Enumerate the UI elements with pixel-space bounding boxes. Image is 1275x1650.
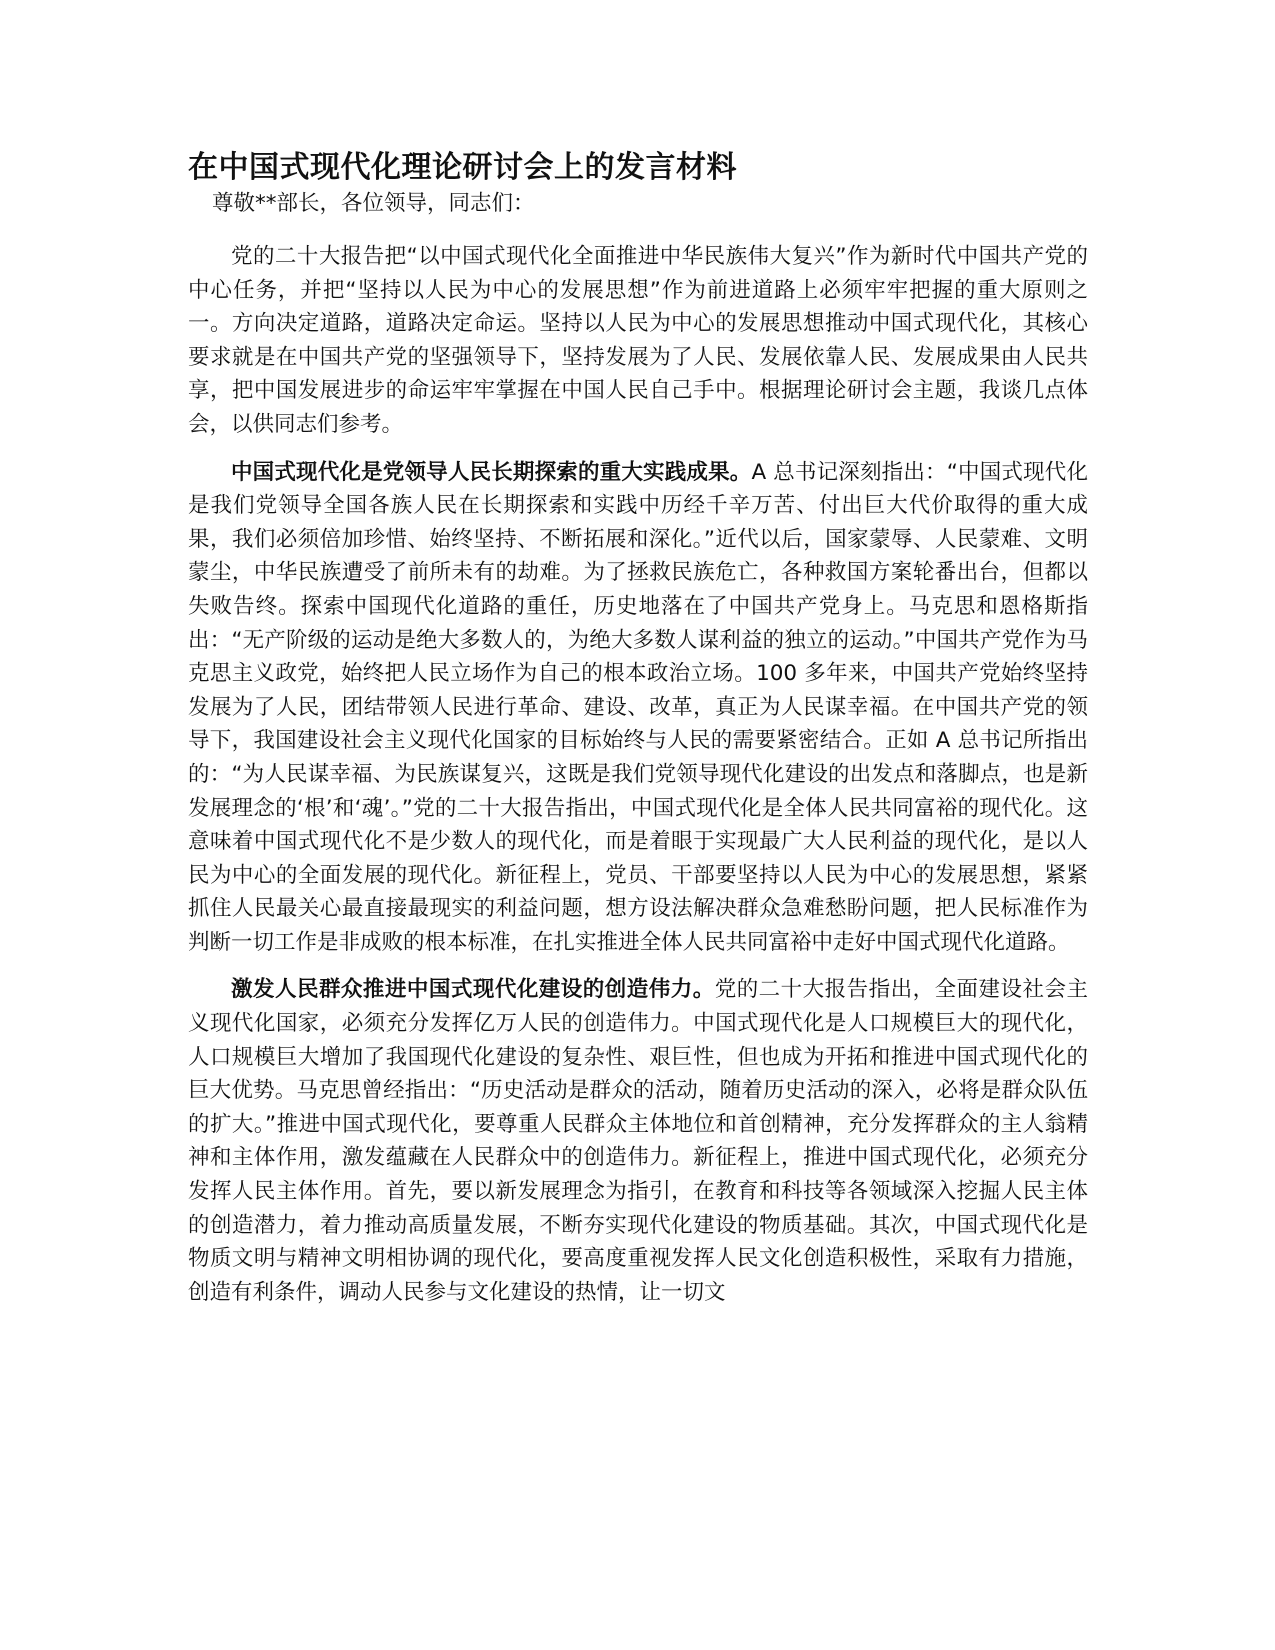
paragraph-text: 党的二十大报告指出，全面建设社会主义现代化国家，必须充分发挥亿万人民的创造伟力。中国式现代化是人口规模巨大的现代化，人口规模巨大增加了我国现代化建设的复杂性、艰巨性，但也成为开拓和推进中国式现代化的巨大优势。马克思曾经指出：“历史活动是群众的活动，随着历史活动的深入，必将是群众队伍的扩大。”推进中国式现代化，要尊重人民群众主体地位和首创精神，充分发挥群众的主人翁精神和主体作用，激发蕴藏在人民群众中的创造伟力。新征程上，推进中国式现代化，必须充分发挥人民主体作用。首先，要以新发展理念为指引，在教育和科技等各领域深入挖掘人民主体的创造潜力，着力推动高质量发展，不断夯实现代化建设的物质基础。其次，中国式现代化是物质文明与精神文明相协调的现代化，要高度重视发挥人民文化创造积极性，采取有力措施，创造有利条件，调动人民参与文化建设的热情，让一切文 — [188, 977, 1088, 1305]
paragraph-intro — [188, 240, 1088, 442]
document-page — [188, 148, 1088, 1323]
paragraph-lead: 激发人民群众推进中国式现代化建设的创造伟力。 — [231, 977, 715, 1003]
paragraph-practice — [188, 456, 1088, 960]
page-title: 在中国式现代化理论研讨会上的发言材料 — [188, 150, 737, 185]
paragraph-lead: 中国式现代化是党领导人民长期探索的重大实践成果。 — [231, 459, 752, 485]
paragraph-text: 党的二十大报告把“以中国式现代化全面推进中华民族伟大复兴”作为新时代中国共产党的中心任务，并把“坚持以人民为中心的发展思想”作为前进道路上必须牢牢把握的重大原则之一。方向决定道路，道路决定命运。坚持以人民为中心的发展思想推动中国式现代化，其核心要求就是在中国共产党的坚强领导下，坚持发展为了人民、发展依靠人民、发展成果由人民共享，把中国发展进步的命运牢牢掌握在中国人民自己手中。根据理论研讨会主题，我谈几点体会，以供同志们参考。 — [188, 244, 1088, 437]
paragraph-text: A 总书记深刻指出：“中国式现代化是我们党领导全国各族人民在长期探索和实践中历经千辛万苦、付出巨大代价取得的重大成果，我们必须倍加珍惜、始终坚持、不断拓展和深化。”近代以后，国家蒙辱、人民蒙难、文明蒙尘，中华民族遭受了前所未有的劫难。为了拯救民族危亡，各种救国方案轮番出台，但都以失败告终。探索中国现代化道路的重任，历史地落在了中国共产党身上。马克思和恩格斯指出：“无产阶级的运动是绝大多数人的，为绝大多数人谋利益的独立的运动。”中国共产党作为马克思主义政党，始终把人民立场作为自己的根本政治立场。100 多年来，中国共产党始终坚持发展为了人民，团结带领人民进行革命、建设、改革，真正为人民谋幸福。在中国共产党的领导下，我国建设社会主义现代化国家的目标始终与人民的需要紧密结合。正如 A 总书记所指出的：“为人民谋幸福、为民族谋复兴，这既是我们党领导现代化建设的出发点和落脚点，也是新发展理念的‘根’和‘魂’。”党的二十大报告指出，中国式现代化是全体人民共同富裕的现代化。这意味着中国式现代化不是少数人的现代化，而是着眼于实现最广大人民利益的现代化，是以人民为中心的全面发展的现代化。新征程上，党员、干部要坚持以人民为中心的发展思想，紧紧抓住人民最关心最直接最现实的利益问题，想方设法解决群众急难愁盼问题，把人民标准作为判断一切工作是非成败的根本标准，在扎实推进全体人民共同富裕中走好中国式现代化道路。 — [188, 459, 1088, 955]
paragraph-creativity — [188, 973, 1088, 1309]
salutation: 尊敬**部长，各位领导，同志们： — [212, 191, 535, 216]
